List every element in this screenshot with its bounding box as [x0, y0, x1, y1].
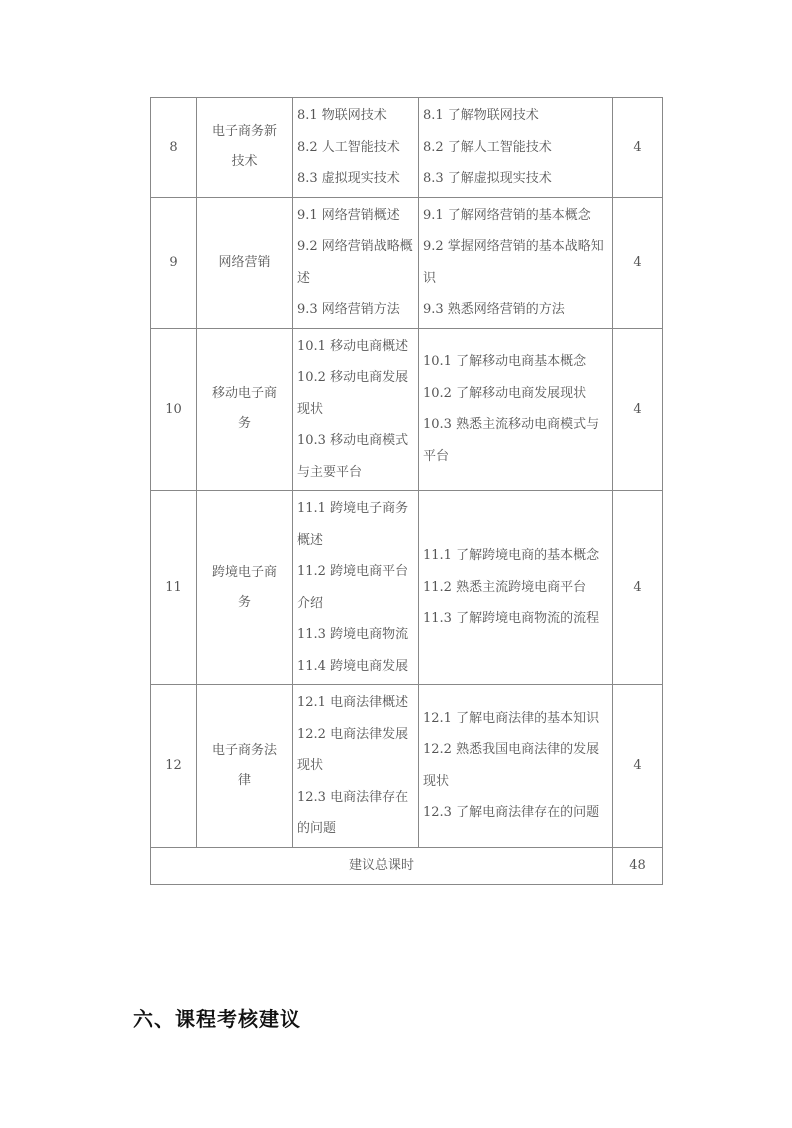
unit-number: 12 [151, 685, 197, 848]
topic-item: 11.3 跨境电商物流 [297, 627, 409, 642]
topic-item: 11.2 跨境电商平台介绍 [297, 564, 409, 611]
unit-hours: 4 [613, 328, 663, 491]
unit-name: 网络营销 [197, 197, 293, 328]
total-hours-value: 48 [613, 847, 663, 884]
unit-topics [293, 328, 419, 491]
topic-item: 10.3 移动电商模式与主要平台 [297, 433, 409, 480]
unit-topics [293, 491, 419, 685]
unit-hours: 4 [613, 98, 663, 198]
goal-item: 11.1 了解跨境电商的基本概念 [423, 548, 600, 564]
unit-topics [293, 197, 419, 328]
topic-item: 8.3 虚拟现实技术 [297, 171, 400, 186]
unit-hours: 4 [613, 197, 663, 328]
goal-item: 12.1 了解电商法律的基本知识 [423, 710, 600, 726]
unit-goals [419, 491, 613, 685]
unit-number: 8 [151, 98, 197, 198]
topic-item: 11.1 跨境电子商务概述 [297, 501, 409, 548]
unit-topics [293, 98, 419, 198]
unit-topics [293, 685, 419, 848]
total-row [151, 847, 663, 884]
goal-item: 9.1 了解网络营销的基本概念 [423, 207, 591, 223]
topic-item: 12.2 电商法律发展现状 [297, 726, 409, 773]
table-row [151, 98, 663, 198]
goal-item: 9.3 熟悉网络营销的方法 [423, 302, 565, 317]
topic-item: 8.2 人工智能技术 [297, 139, 400, 155]
unit-goals [419, 685, 613, 848]
table-row [151, 491, 663, 685]
topic-item: 11.4 跨境电商发展 [297, 658, 409, 674]
topic-item: 9.1 网络营销概述 [297, 207, 400, 223]
topic-item: 9.3 网络营销方法 [297, 302, 400, 317]
goal-item: 8.3 了解虚拟现实技术 [423, 171, 552, 186]
topic-item: 12.1 电商法律概述 [297, 695, 409, 710]
unit-number: 10 [151, 328, 197, 491]
unit-name: 电子商务法律 [197, 685, 293, 848]
goal-item: 11.2 熟悉主流跨境电商平台 [423, 579, 587, 595]
section-heading: 六、课程考核建议 [133, 1007, 301, 1031]
unit-goals [419, 328, 613, 491]
unit-number: 9 [151, 197, 197, 328]
unit-hours: 4 [613, 491, 663, 685]
topic-item: 9.2 网络营销战略概述 [297, 239, 413, 286]
unit-goals [419, 197, 613, 328]
unit-name: 移动电子商务 [197, 328, 293, 491]
goal-item: 10.2 了解移动电商发展现状 [423, 385, 587, 401]
topic-item: 10.1 移动电商概述 [297, 338, 409, 354]
topic-item: 10.2 移动电商发展现状 [297, 370, 409, 417]
unit-name: 电子商务新技术 [197, 98, 293, 198]
table-row [151, 197, 663, 328]
topic-item: 12.3 电商法律存在的问题 [297, 789, 409, 836]
goal-item: 10.3 熟悉主流移动电商模式与平台 [423, 417, 600, 464]
goal-item: 10.1 了解移动电商基本概念 [423, 354, 587, 370]
goal-item: 8.1 了解物联网技术 [423, 108, 539, 123]
unit-number: 11 [151, 491, 197, 685]
goal-item: 12.3 了解电商法律存在的问题 [423, 805, 600, 821]
table-row [151, 685, 663, 848]
unit-hours: 4 [613, 685, 663, 848]
goal-item: 8.2 了解人工智能技术 [423, 139, 552, 155]
total-hours-label: 建议总课时 [151, 847, 613, 884]
goal-item: 12.2 熟悉我国电商法律的发展现状 [423, 742, 600, 789]
goal-item: 11.3 了解跨境电商物流的流程 [423, 611, 600, 627]
goal-item: 9.2 掌握网络营销的基本战略知识 [423, 239, 604, 286]
unit-name: 跨境电子商务 [197, 491, 293, 685]
table-row [151, 328, 663, 491]
topic-item: 8.1 物联网技术 [297, 108, 387, 123]
course-schedule-table [150, 97, 663, 885]
unit-goals [419, 98, 613, 198]
